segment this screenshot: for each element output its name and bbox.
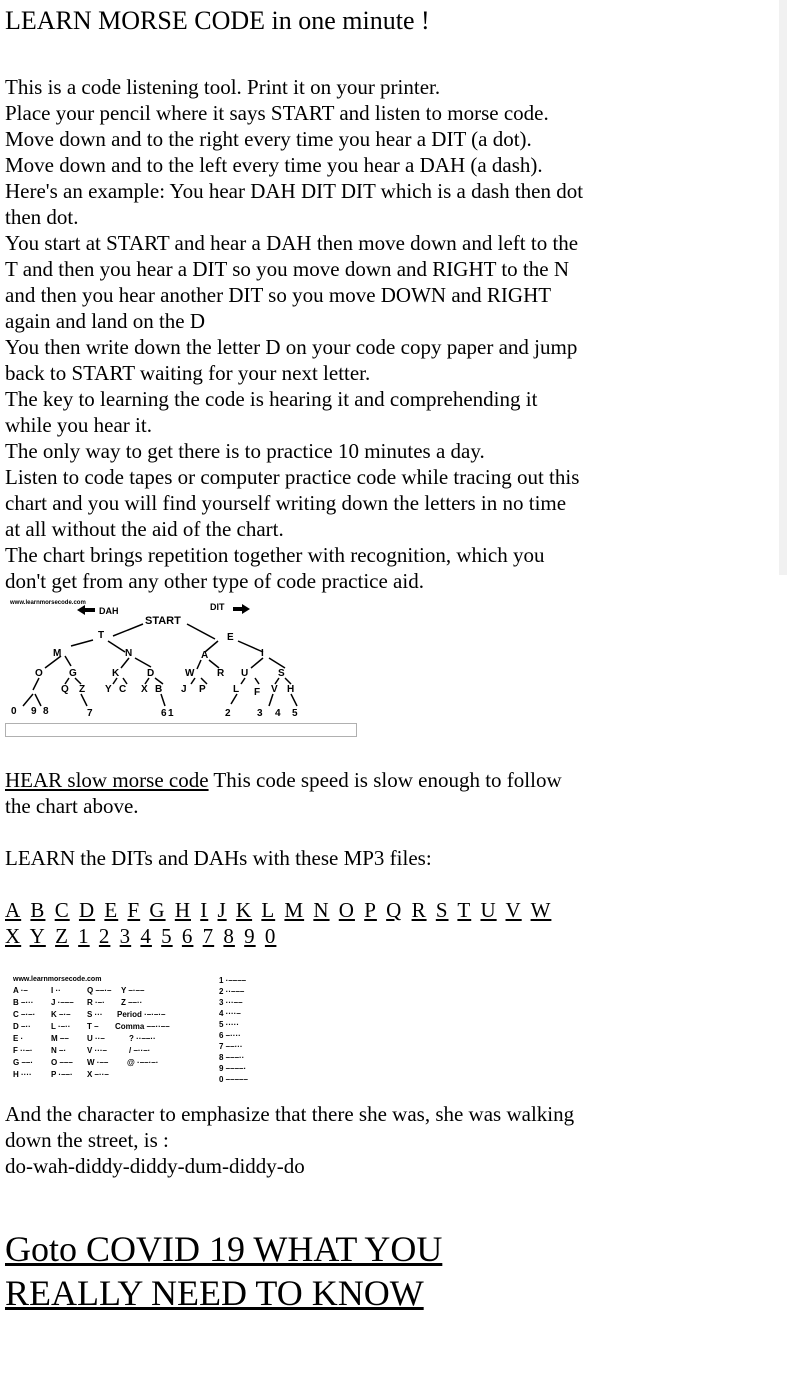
code-entry: 9 ––––· — [219, 1064, 247, 1073]
mp3-link[interactable]: L — [261, 898, 276, 922]
tree-letter: U — [241, 668, 249, 679]
intro-line: Move down and to the right every time you hear a DIT (a dot). — [5, 127, 532, 151]
tree-digit: 1 — [168, 708, 174, 719]
mp3-link[interactable]: 3 — [119, 924, 132, 948]
code-entry: A ·– — [13, 986, 28, 995]
scrollbar[interactable] — [779, 0, 787, 575]
code-entry: J ·––– — [51, 998, 74, 1007]
code-entry: W ·–– — [87, 1058, 109, 1067]
code-entry: N –· — [51, 1046, 67, 1055]
intro-line: You start at START and hear a DAH then move down and left to the T and then you hear a DIT so you move down and RIGHT to the N and then you hear another DIT so you move DOWN and RIGHT again and land on the D — [5, 231, 579, 333]
tree-letter: S — [278, 668, 285, 679]
tree-digit: 7 — [87, 708, 93, 719]
tree-letter: N — [125, 648, 133, 659]
code-entry: G ––· — [13, 1058, 34, 1067]
tree-digit: 9 — [31, 706, 37, 717]
mp3-link[interactable]: P — [364, 898, 377, 922]
code-entry: C –·–· — [13, 1010, 36, 1019]
code-entry: 0 ––––– — [219, 1075, 248, 1084]
chart-site-label: www.learnmorsecode.com — [10, 600, 86, 606]
goto-covid-link[interactable]: Goto COVID 19 WHAT YOU REALLY NEED TO KNOW — [5, 1229, 443, 1313]
mp3-link[interactable]: B — [30, 898, 46, 922]
code-entry: X –··– — [87, 1070, 109, 1079]
code-entry: D –·· — [13, 1022, 31, 1031]
code-entry: 7 ––··· — [219, 1042, 243, 1051]
mp3-link[interactable]: T — [457, 898, 472, 922]
mp3-link[interactable]: Z — [55, 924, 69, 948]
morse-code-table — [5, 973, 275, 1085]
mp3-link[interactable]: Q — [386, 898, 403, 922]
tree-letter: D — [147, 668, 155, 679]
mp3-link[interactable]: 5 — [161, 924, 173, 948]
tree-digit: 8 — [43, 706, 49, 717]
mp3-link[interactable]: 0 — [264, 924, 277, 948]
code-entry: Comma ––··–– — [115, 1022, 170, 1031]
tree-digit: 2 — [225, 708, 231, 719]
mp3-link[interactable]: K — [235, 898, 253, 922]
start-label: START — [145, 615, 181, 627]
mp3-link[interactable]: Y — [29, 924, 46, 948]
mp3-link[interactable]: 1 — [78, 924, 90, 948]
goto-heading — [5, 1227, 475, 1315]
mp3-link[interactable]: N — [313, 898, 330, 922]
page-title: LEARN MORSE CODE in one minute ! — [5, 6, 430, 35]
mp3-link[interactable]: S — [435, 898, 449, 922]
code-entry: L ·–·· — [51, 1022, 71, 1031]
intro-line: Here's an example: You hear DAH DIT DIT which is a dash then dot then dot. — [5, 179, 584, 229]
morse-tree-chart — [5, 596, 305, 721]
mp3-link[interactable]: X — [5, 924, 22, 948]
table-col-digits — [219, 976, 248, 1084]
tree-letter: O — [35, 668, 43, 679]
mp3-link-list — [5, 897, 575, 949]
hear-slow-morse-link[interactable]: HEAR slow morse code — [5, 768, 209, 792]
tree-letter: Q — [61, 684, 69, 695]
tree-letter: I — [261, 648, 264, 659]
arrow-right-icon — [233, 604, 250, 614]
tree-letter: R — [217, 668, 225, 679]
intro-line: Place your pencil where it says START and listen to morse code. — [5, 101, 549, 125]
tree-letter: B — [155, 684, 163, 695]
code-entry: Y –·–– — [121, 986, 145, 995]
arrow-left-icon — [77, 605, 95, 615]
code-entry: K –·– — [51, 1010, 71, 1019]
code-entry: R ·–· — [87, 998, 105, 1007]
tree-letter: M — [53, 648, 62, 659]
mp3-link[interactable]: R — [411, 898, 427, 922]
code-entry: 8 –––·· — [219, 1053, 245, 1062]
emphasis-line: do-wah-diddy-diddy-dum-diddy-do — [5, 1154, 305, 1178]
mp3-link[interactable]: U — [480, 898, 497, 922]
mp3-link[interactable]: C — [54, 898, 70, 922]
table-col-i-p — [51, 986, 74, 1079]
code-entry: 2 ··––– — [219, 987, 245, 996]
dah-label: DAH — [99, 606, 119, 616]
tree-letter: G — [69, 668, 77, 679]
intro-line: The chart brings repetition together with recognition, which you don't get from any other type of code practice aid. — [5, 543, 545, 593]
code-entry: B –··· — [13, 998, 34, 1007]
tree-digit: 3 — [257, 708, 263, 719]
mp3-link[interactable]: F — [127, 898, 141, 922]
learn-text: LEARN the DITs and DAHs with these MP3 files: — [5, 846, 432, 870]
code-entry: O ––– — [51, 1058, 73, 1067]
code-entry: M –– — [51, 1034, 69, 1043]
mp3-link[interactable]: 7 — [202, 924, 215, 948]
table-col-a-h — [13, 986, 35, 1079]
tree-letter: V — [271, 684, 278, 695]
intro-text — [5, 74, 585, 594]
tree-letter: P — [199, 684, 206, 695]
mp3-link[interactable]: 2 — [98, 924, 111, 948]
mp3-link[interactable]: A — [5, 898, 22, 922]
code-entry: / –··–· — [129, 1046, 151, 1055]
code-entry: 6 –···· — [219, 1031, 241, 1040]
code-entry: S ··· — [87, 1010, 103, 1019]
code-entry: E · — [13, 1034, 24, 1043]
tree-letter: Z — [79, 684, 86, 695]
intro-line: This is a code listening tool. Print it on your printer. — [5, 75, 441, 99]
emphasis-line: And the character to emphasize that there she was, she was walking down the street, is : — [5, 1102, 575, 1152]
emphasis-paragraph — [5, 1101, 585, 1179]
mp3-link[interactable]: I — [200, 898, 209, 922]
mp3-link[interactable]: 6 — [181, 924, 194, 948]
tree-letter: F — [254, 687, 261, 698]
mp3-link[interactable]: O — [338, 898, 355, 922]
code-entry: T – — [87, 1022, 99, 1031]
tree-digit: 5 — [292, 708, 298, 719]
dit-label: DIT — [210, 602, 225, 612]
mp3-link[interactable]: 4 — [140, 924, 152, 948]
code-entry: Z ––·· — [121, 998, 143, 1007]
mp3-link[interactable]: G — [149, 898, 166, 922]
tree-letter: A — [201, 650, 209, 661]
code-entry: 3 ···–– — [219, 998, 243, 1007]
code-entry: 1 ·–––– — [219, 976, 247, 985]
code-entry: Period ·–·–·– — [117, 1010, 166, 1019]
code-entry: I ·· — [51, 986, 61, 995]
tree-letter: L — [233, 684, 240, 695]
mp3-link[interactable]: E — [104, 898, 119, 922]
tree-letter: T — [98, 630, 105, 641]
tree-letter: K — [112, 668, 120, 679]
tree-letter: H — [287, 684, 295, 695]
mp3-link[interactable]: W — [530, 898, 552, 922]
code-entry: F ··–· — [13, 1046, 33, 1055]
tree-letter: E — [227, 632, 234, 643]
code-entry: V ···– — [87, 1046, 107, 1055]
page-content — [5, 0, 585, 1315]
embedded-player-frame[interactable] — [5, 723, 357, 737]
code-entry: U ··– — [87, 1034, 105, 1043]
tree-digit: 0 — [11, 706, 17, 717]
table-site-label: www.learnmorsecode.com — [13, 976, 102, 983]
intro-line: The key to learning the code is hearing it and comprehending it while you hear it. — [5, 387, 538, 437]
intro-line: The only way to get there is to practice 10 minutes a day. — [5, 439, 485, 463]
tree-letter: W — [185, 668, 195, 679]
tree-letter: J — [181, 684, 187, 695]
mp3-link[interactable]: J — [217, 898, 227, 922]
code-entry: 4 ····– — [219, 1009, 241, 1018]
mp3-link[interactable]: 9 — [244, 924, 256, 948]
mp3-link[interactable]: D — [78, 898, 96, 922]
code-entry: ? ··––·· — [129, 1034, 156, 1043]
hear-description: This code speed is slow enough to follow the chart above. — [5, 768, 562, 818]
table-col-punct — [115, 986, 170, 1067]
tree-digit: 6 — [161, 708, 167, 719]
intro-line: Move down and to the left every time you hear a DAH (a dash). — [5, 153, 543, 177]
table-col-q-x — [87, 986, 112, 1079]
hear-paragraph — [5, 767, 585, 819]
code-entry: 5 ····· — [219, 1020, 239, 1029]
tree-digit: 4 — [275, 708, 281, 719]
intro-line: Listen to code tapes or computer practice code while tracing out this chart and you will find yourself writing down the letters in no time at all without the aid of the chart. — [5, 465, 580, 541]
code-entry: P ·––· — [51, 1070, 73, 1079]
mp3-link[interactable]: V — [505, 898, 522, 922]
tree-letter: C — [119, 684, 127, 695]
code-entry: Q ––·– — [87, 986, 112, 995]
code-entry: @ ·––·–· — [127, 1058, 159, 1067]
mp3-link[interactable]: M — [284, 898, 305, 922]
tree-letter: Y — [105, 684, 112, 695]
intro-line: You then write down the letter D on your code copy paper and jump back to START waiting for your next letter. — [5, 335, 578, 385]
code-entry: H ···· — [13, 1070, 32, 1079]
mp3-link[interactable]: H — [174, 898, 191, 922]
mp3-link[interactable]: 8 — [223, 924, 235, 948]
tree-letter: X — [141, 684, 148, 695]
